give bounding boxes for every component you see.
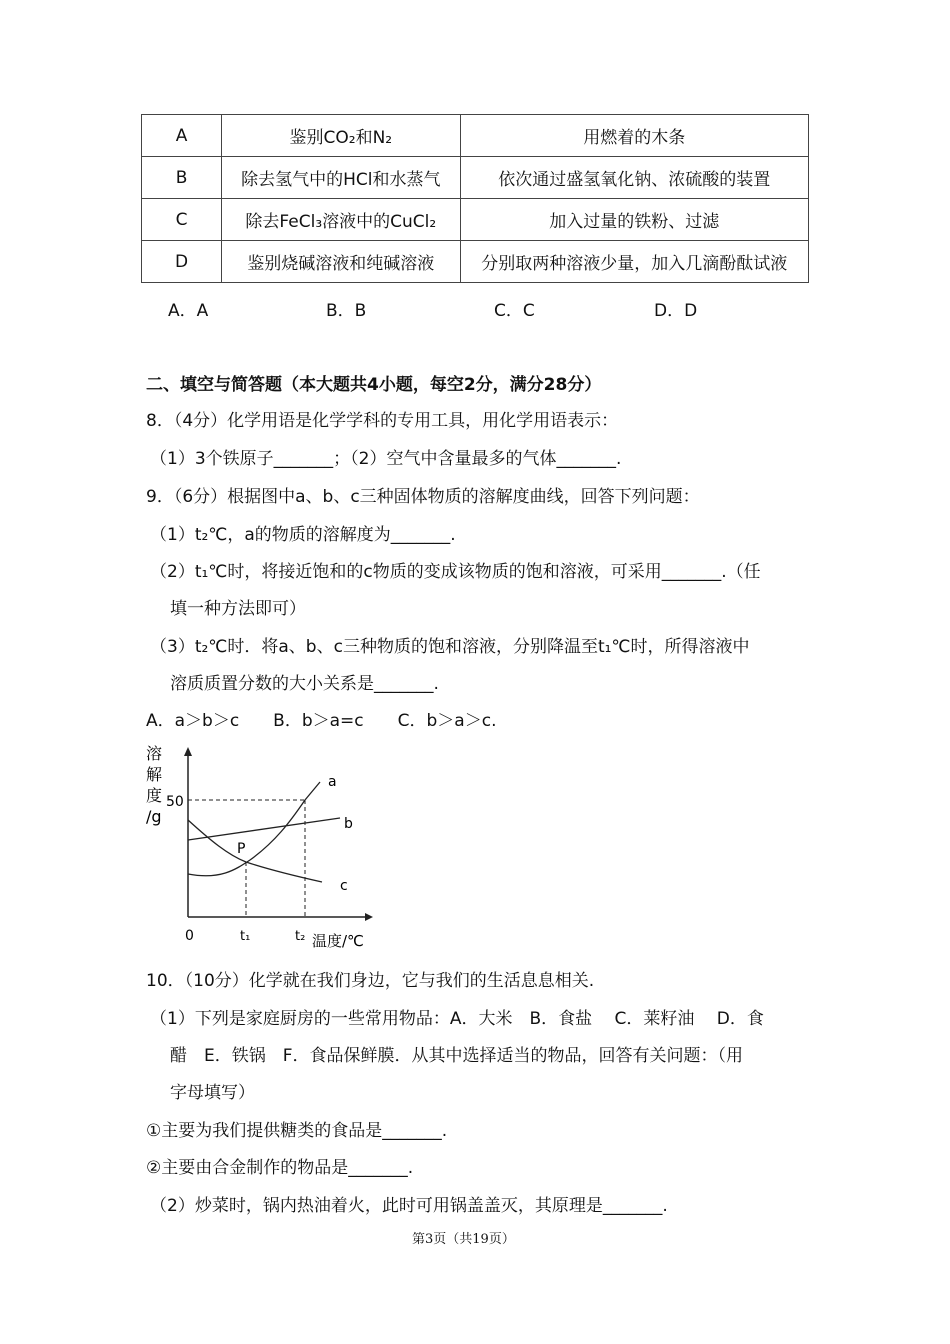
curve-b-label: b (344, 816, 353, 832)
y-label-3: 度 (146, 786, 163, 805)
option-cell: C (142, 199, 222, 241)
option-cell: B (142, 157, 222, 199)
q9-part3-line2: 溶质质置分数的大小关系是_______. (170, 674, 439, 694)
q9-part1: （1）t₂℃，a的物质的溶解度为_______. (150, 525, 456, 545)
method-cell: 分别取两种溶液少量，加入几滴酚酞试液 (460, 241, 808, 283)
solubility-graph (140, 742, 380, 952)
q9-part2-line1: （2）t₁℃时，将接近饱和的c物质的变成该物质的饱和溶液，可采用_______.（任 (150, 562, 761, 582)
table-row (142, 199, 809, 241)
options-table (141, 114, 809, 283)
table-row (142, 157, 809, 199)
curve-a (188, 782, 320, 876)
t1-label: t₁ (240, 929, 251, 944)
page-footer: 第3页（共19页） (412, 1232, 515, 1247)
t2-label: t₂ (295, 929, 306, 944)
q10-part1-line3: 字母填写） (170, 1083, 255, 1103)
q10-sub1: ①主要为我们提供糖类的食品是_______. (146, 1121, 448, 1141)
y-label-4: /g (146, 807, 162, 826)
q10-part1-line2: 醋 E．铁锅 F．食品保鲜膜．从其中选择适当的物品，回答有关问题：（用 (170, 1046, 744, 1066)
table-row (142, 115, 809, 157)
section2-title: 二、填空与简答题（本大题共4小题，每空2分，满分28分） (146, 375, 602, 395)
curve-a-label: a (328, 774, 337, 790)
y-label-1: 溶 (146, 744, 163, 763)
curve-b (188, 818, 340, 840)
q7-choice-a: A．A (168, 301, 209, 321)
origin-label: 0 (185, 928, 194, 944)
method-cell: 用燃着的木条 (460, 115, 808, 157)
q7-choice-c: C．C (494, 301, 535, 321)
table-row (142, 241, 809, 283)
q9-part2-line2: 填一种方法即可） (170, 599, 306, 619)
point-p-label: P (237, 841, 246, 857)
q8-stem: 8．（4分）化学用语是化学学科的专用工具，用化学用语表示： (146, 411, 619, 431)
q10-part1-line1: （1）下列是家庭厨房的一些常用物品：A．大米 B．食盐 C．莱籽油 D．食 (150, 1009, 764, 1029)
q8-line1: （1）3个铁原子_______；（2）空气中含量最多的气体_______. (150, 449, 622, 469)
method-cell: 加入过量的铁粉、过滤 (460, 199, 808, 241)
x-axis-label: 温度/℃ (312, 932, 364, 950)
purpose-cell: 除去FeCl₃溶液中的CuCl₂ (222, 199, 460, 241)
curve-c (188, 820, 322, 882)
y-axis-arrow-icon (184, 747, 192, 756)
purpose-cell: 鉴别CO₂和N₂ (222, 115, 460, 157)
x-axis-arrow-icon (365, 913, 373, 921)
method-cell: 依次通过盛氢氧化钠、浓硫酸的装置 (460, 157, 808, 199)
option-cell: A (142, 115, 222, 157)
option-cell: D (142, 241, 222, 283)
curve-c-label: c (340, 878, 348, 894)
q10-part2: （2）炒菜时，锅内热油着火，此时可用锅盖盖灭，其原理是_______. (150, 1196, 668, 1216)
q9-stem: 9．（6分）根据图中a、b、c三种固体物质的溶解度曲线，回答下列问题： (146, 487, 700, 507)
q9-choices: A．a＞b＞c B．b＞a=c C．b＞a＞c. (146, 711, 497, 731)
q10-sub2: ②主要由合金制作的物品是_______. (146, 1158, 414, 1178)
q7-choice-b: B．B (326, 301, 367, 321)
purpose-cell: 除去氢气中的HCl和水蒸气 (222, 157, 460, 199)
q10-stem: 10．（10分）化学就在我们身边，它与我们的生活息息相关. (146, 971, 595, 991)
y-tick-50: 50 (166, 794, 184, 810)
q7-choice-d: D．D (654, 301, 698, 321)
purpose-cell: 鉴别烧碱溶液和纯碱溶液 (222, 241, 460, 283)
q9-part3-line1: （3）t₂℃时．将a、b、c三种物质的饱和溶液，分别降温至t₁℃时，所得溶液中 (150, 637, 750, 657)
y-label-2: 解 (146, 765, 163, 784)
